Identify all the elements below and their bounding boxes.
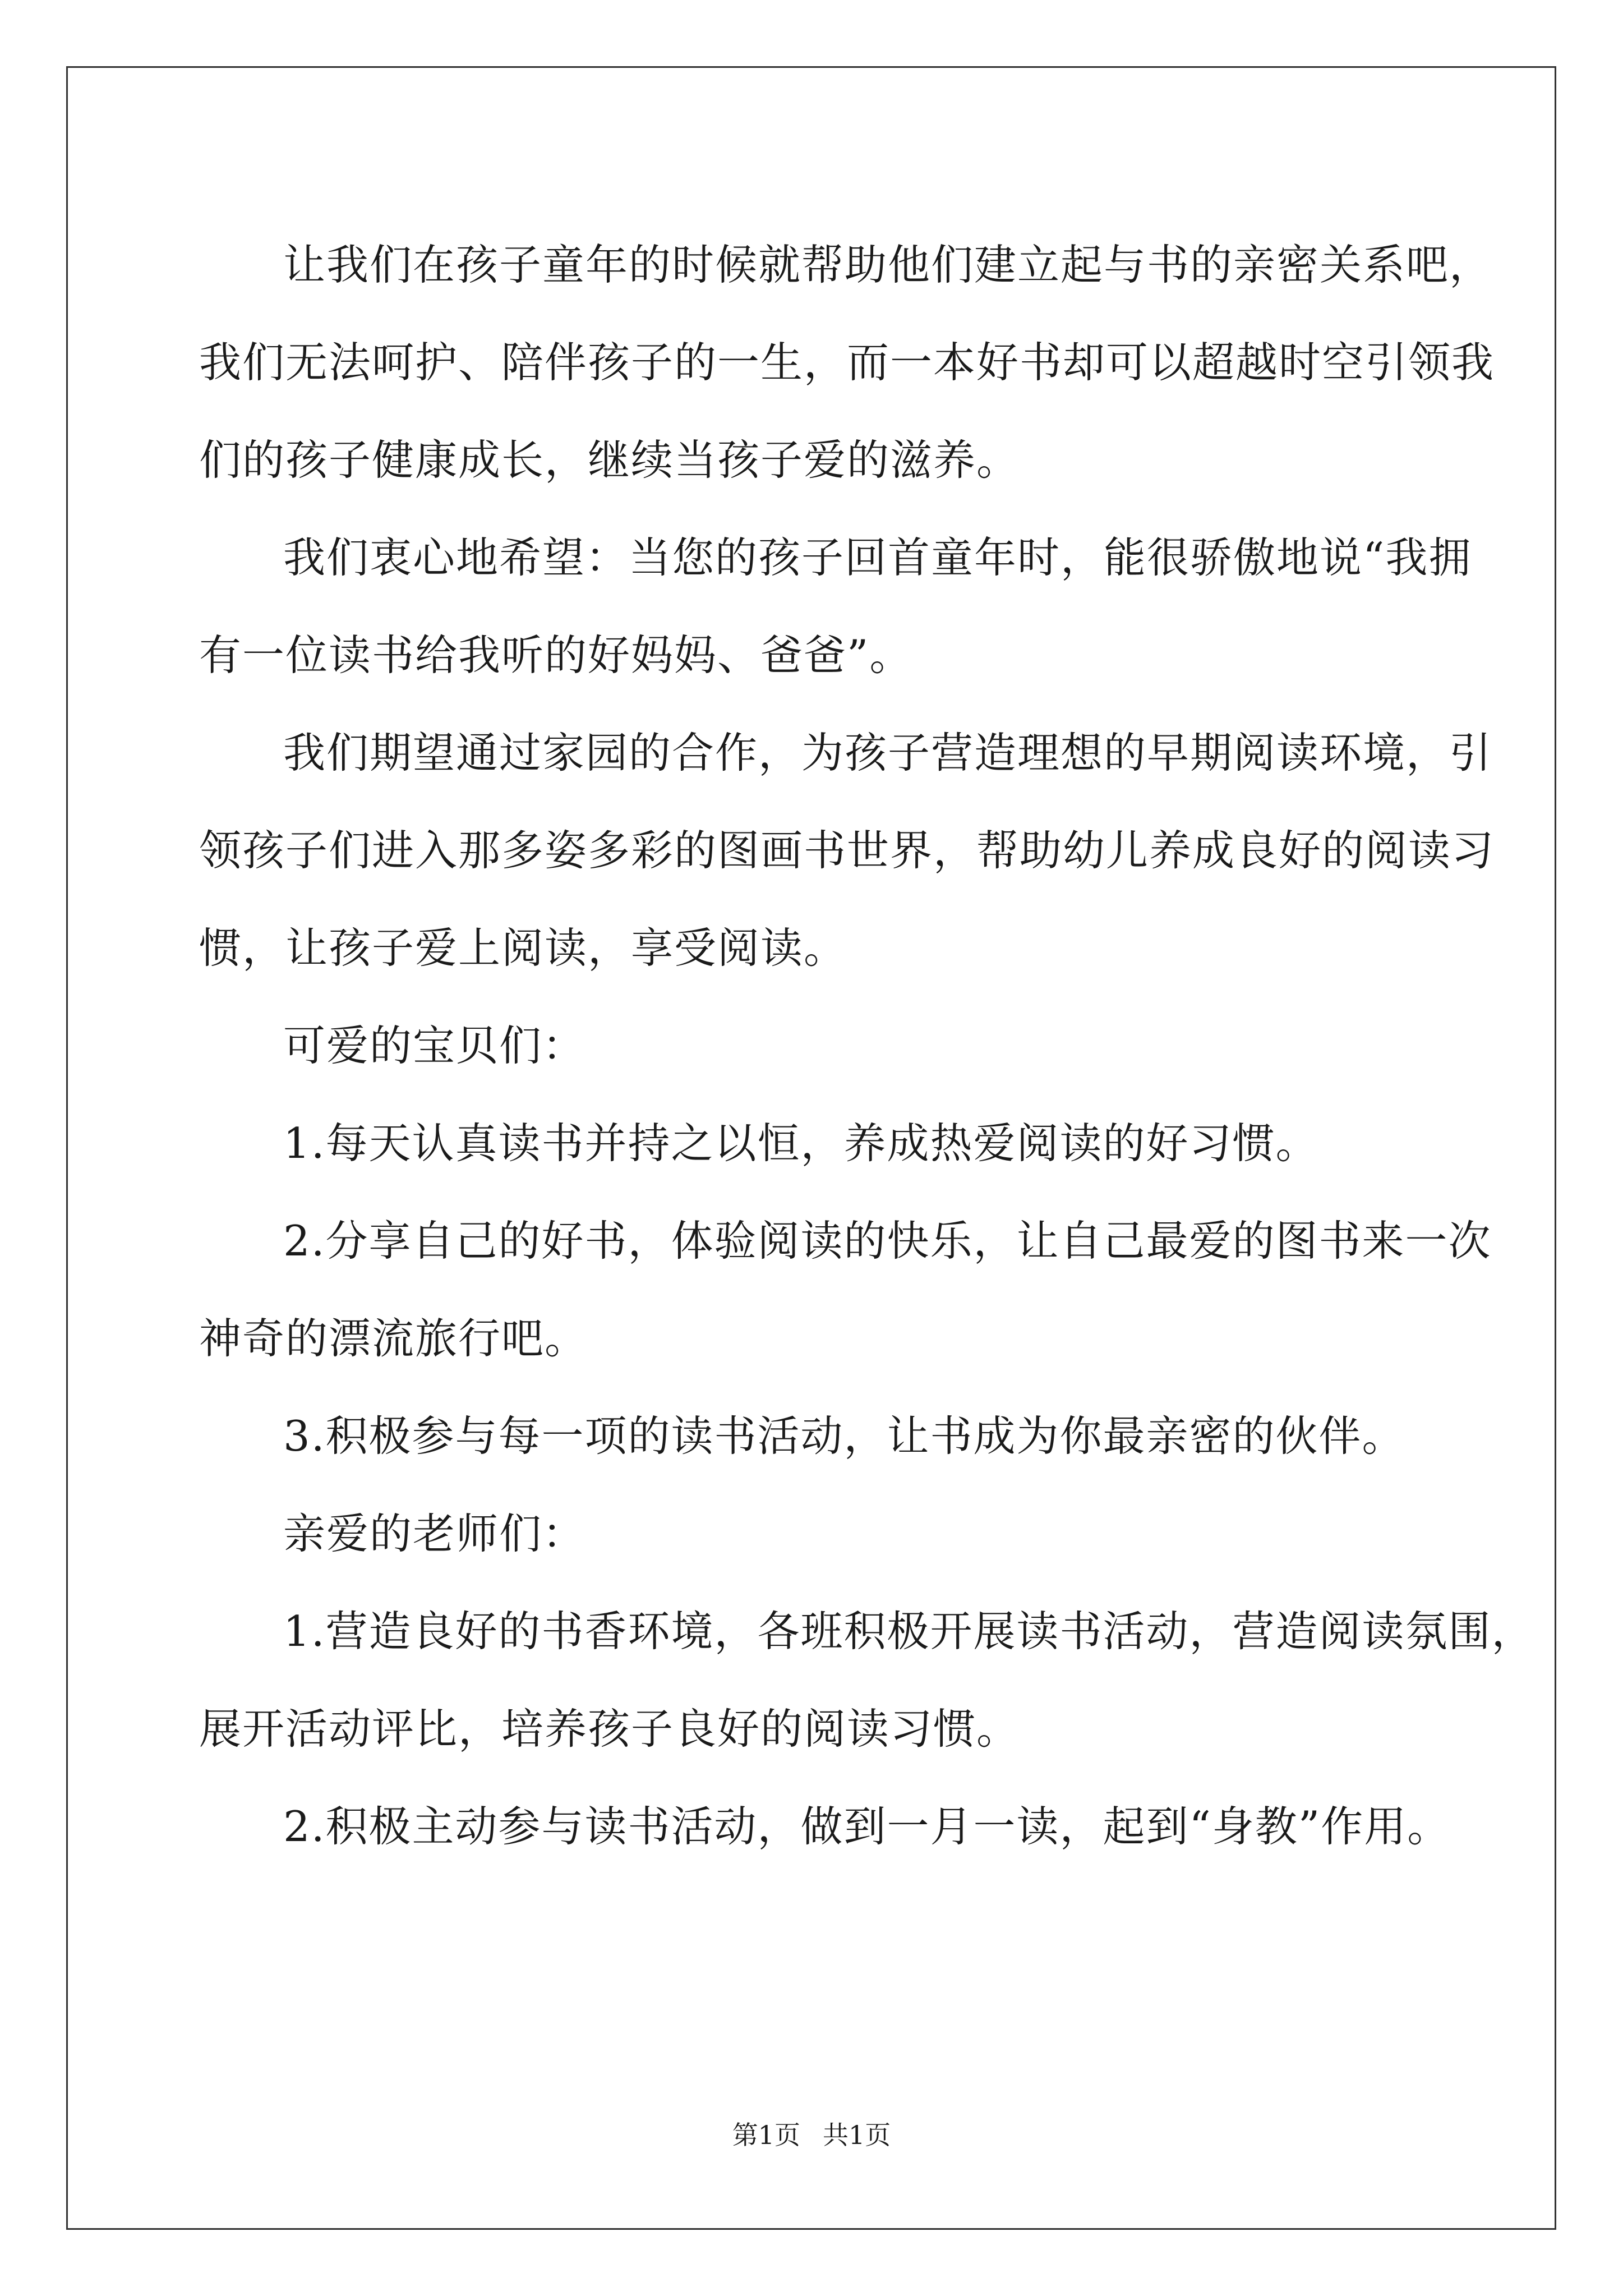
document-body [199, 216, 1535, 1875]
list-item: 1.营造良好的书香环境，各班积极开展读书活动，营造阅读氛围， [283, 1607, 1535, 1656]
section-heading: 可爱的宝贝们： [283, 1021, 586, 1070]
text-line: 们的孩子健康成长，继续当孩子爱的滋养。 [199, 435, 1020, 485]
section-heading: 亲爱的老师们： [283, 1509, 586, 1558]
text-line: 惯，让孩子爱上阅读，享受阅读。 [199, 923, 847, 973]
page-number-current: 第1页 [732, 2120, 800, 2150]
list-item: 3.积极参与每一项的读书活动，让书成为你最亲密的伙伴。 [283, 1411, 1405, 1461]
text-line: 我们期望通过家园的合作，为孩子营造理想的早期阅读环境，引 [283, 728, 1493, 777]
list-item: 2.分享自己的好书，体验阅读的快乐，让自己最爱的图书来一次 [283, 1216, 1492, 1266]
text-line: 领孩子们进入那多姿多彩的图画书世界，帮助幼儿养成良好的阅读习 [199, 826, 1495, 875]
list-item: 2.积极主动参与读书活动，做到一月一读，起到“身教”作用。 [283, 1802, 1451, 1851]
list-item: 1.每天认真读书并持之以恒，养成热爱阅读的好习惯。 [283, 1119, 1319, 1168]
list-item-continuation: 展开活动评比，培养孩子良好的阅读习惯。 [199, 1704, 1020, 1754]
text-line: 我们无法呵护、陪伴孩子的一生，而一本好书却可以超越时空引领我 [199, 338, 1495, 387]
list-item-continuation: 神奇的漂流旅行吧。 [199, 1314, 588, 1363]
text-line: 有一位读书给我听的好妈妈、爸爸”。 [199, 631, 913, 680]
page-number-total: 共1页 [823, 2120, 891, 2150]
page-footer [0, 2115, 1623, 2152]
text-line: 我们衷心地希望：当您的孩子回首童年时，能很骄傲地说“我拥 [283, 533, 1472, 582]
text-line: 让我们在孩子童年的时候就帮助他们建立起与书的亲密关系吧， [283, 240, 1493, 289]
